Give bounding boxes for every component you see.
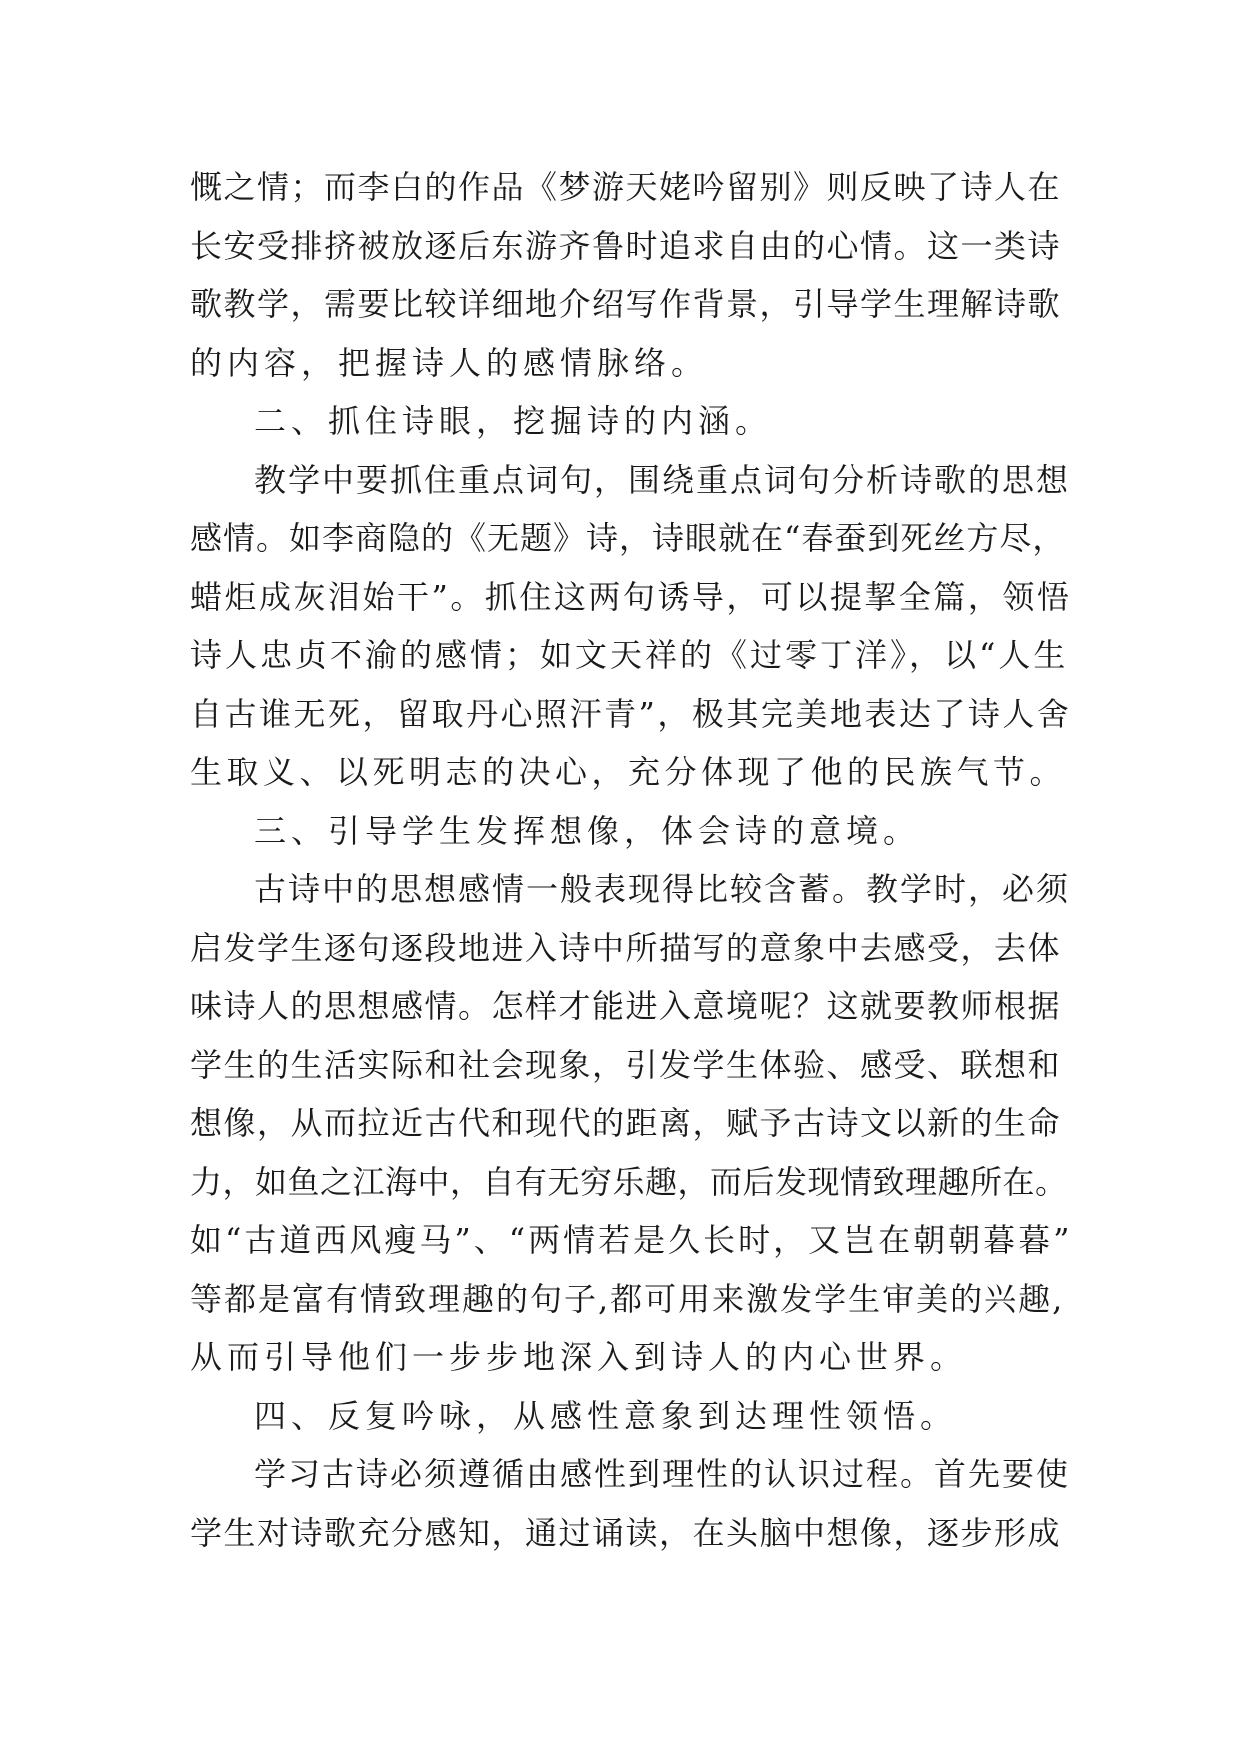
paragraph-line: 古诗中的思想感情一般表现得比较含蓄。教学时，必须 — [254, 870, 1071, 908]
section-heading: 四、反复吟咏，从感性意象到达理性领悟。 — [254, 1396, 958, 1435]
paragraph-line: 自古谁无死，留取丹心照汗青”，极其完美地表达了诗人舍 — [190, 694, 1072, 733]
paragraph-line: 诗人忠贞不渝的感情；如文天祥的《过零丁洋》，以“人生 — [190, 636, 1069, 674]
paragraph-line: 学生对诗歌充分感知，通过诵读，在头脑中想像，逐步形成 — [190, 1513, 1062, 1552]
paragraph-line: 生取义、以死明志的决心，充分体现了他的民族气节。 — [190, 753, 1067, 791]
paragraph-line: 学生的生活实际和社会现象，引发学生体验、感受、联想和 — [190, 1045, 1062, 1084]
section-heading: 三、引导学生发挥想像，体会诗的意境。 — [254, 811, 921, 850]
paragraph-line: 如“古道西风瘦马”、“两情若是久长时，又岂在朝朝暮暮” — [190, 1221, 1073, 1259]
paragraph-line: 慨之情；而李白的作品《梦游天姥吟留别》则反映了诗人在 — [190, 168, 1062, 206]
paragraph-line: 启发学生逐句逐段地进入诗中所描写的意象中去感受，去体 — [190, 928, 1062, 967]
paragraph-line: 感情。如李商隐的《无题》诗，诗眼就在“春蚕到死丝方尽， — [190, 519, 1066, 557]
section-heading: 二、抓住诗眼，挖掘诗的内涵。 — [254, 402, 773, 440]
paragraph-line: 教学中要抓住重点词句，围绕重点词句分析诗歌的思想 — [254, 460, 1071, 499]
document-body — [190, 158, 1073, 1562]
paragraph-line: 学习古诗必须遵循由感性到理性的认识过程。首先要使 — [254, 1455, 1071, 1493]
paragraph-line: 味诗人的思想感情。怎样才能进入意境呢？这就要教师根据 — [190, 987, 1062, 1025]
paragraph-line: 力，如鱼之江海中，自有无穷乐趣，而后发现情致理趣所在。 — [190, 1162, 1068, 1201]
paragraph-line: 等都是富有情致理趣的句子,都可用来激发学生审美的兴趣, — [190, 1279, 1065, 1318]
paragraph-line: 的内容，把握诗人的感情脉络。 — [190, 343, 709, 382]
paragraph-line: 想像，从而拉近古代和现代的距离，赋予古诗文以新的生命 — [190, 1104, 1062, 1142]
paragraph-line: 长安受排挤被放逐后东游齐鲁时追求自由的心情。这一类诗 — [190, 226, 1062, 265]
paragraph-line: 歌教学，需要比较详细地介绍写作背景，引导学生理解诗歌 — [190, 285, 1062, 323]
paragraph-line: 蜡炬成灰泪始干”。抓住这两句诱导，可以提挈全篇，领悟 — [190, 577, 1072, 616]
paragraph-line: 从而引导他们一步步地深入到诗人的内心世界。 — [190, 1338, 968, 1376]
